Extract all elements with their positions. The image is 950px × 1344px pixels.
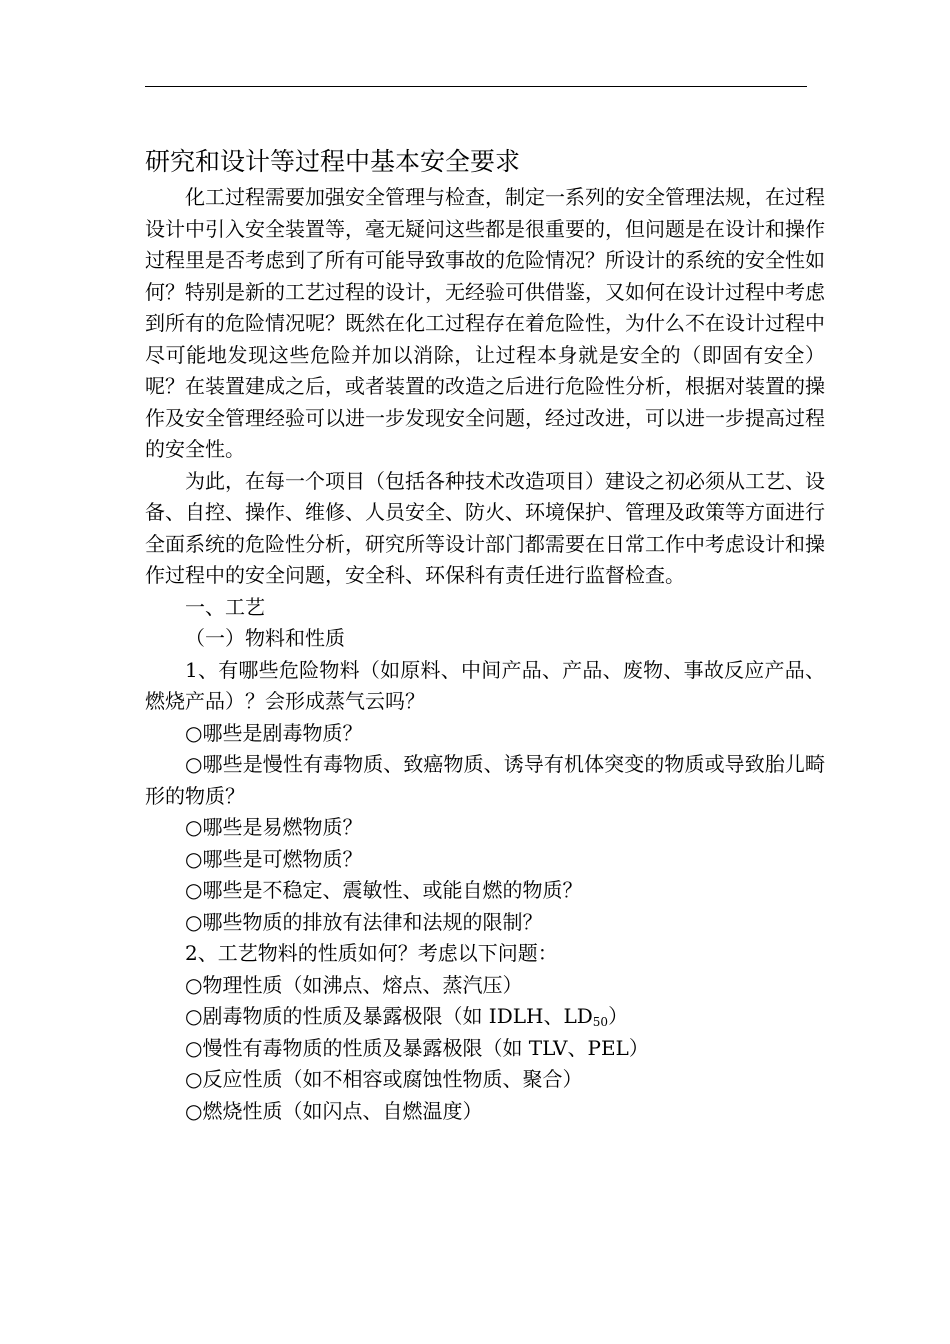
document-title: 研究和设计等过程中基本安全要求 [145, 147, 521, 176]
list-item-text: ○剧毒物质的性质及暴露极限（如 IDLH、LD [185, 1004, 593, 1028]
list-item: ○哪些是剧毒物质？ [185, 720, 363, 745]
question-hazardous-materials: 1、有哪些危险物料（如原料、中间产品、产品、废物、事故反应产品、燃烧产品）？会形成蒸气云吗？ [145, 657, 825, 713]
document-text [145, 182, 825, 1127]
list-item: ○哪些是易燃物质？ [185, 815, 363, 839]
subscript: 50 [592, 1015, 609, 1029]
list-item: ○物理性质（如沸点、熔点、蒸汽压） [185, 972, 523, 997]
document-body [145, 142, 825, 1127]
list-item-exposure-limits [145, 1001, 825, 1033]
list-item: ○慢性有毒物质的性质及暴露极限（如 TLV、PEL） [185, 1035, 649, 1060]
paragraph-scope: 为此，在每一个项目（包括各种技术改造项目）建设之初必须从工艺、设备、自控、操作、维修、人员安全、防火、环境保护、管理及政策等方面进行全面系统的危险性分析，研究所等设计部门都需要在日常工作中考虑设计和操作过程中的安全问题，安全科、环保科有责任进行监督检查。 [145, 468, 825, 587]
section-heading-process: 一、工艺 [185, 594, 265, 619]
list-item: ○哪些是可燃物质？ [185, 846, 363, 871]
header-rule [145, 86, 807, 87]
list-item: ○燃烧性质（如闪点、自燃温度） [185, 1098, 483, 1123]
list-item-text-end: ） [608, 1004, 629, 1028]
subsection-heading-materials: （一）物料和性质 [185, 626, 345, 650]
list-item: ○哪些是慢性有毒物质、致癌物质、诱导有机体突变的物质或导致胎儿畸形的物质？ [145, 752, 825, 808]
paragraph-intro: 化工过程需要加强安全管理与检查，制定一系列的安全管理法规，在过程设计中引入安全装置等，毫无疑问这些都是很重要的，但问题是在设计和操作过程里是否考虑到了所有可能导致事故的危险情况？所设计的系统的安全性如何？特别是新的工艺过程的设计，无经验可供借鉴，又如何在设计过程中考虑到所有的危险情况呢？既然在化工过程存在着危险性，为什么不在设计过程中尽可能地发现这些危险并加以消除，让过程本身就是安全的（即固有安全）呢？在装置建成之后，或者装置的改造之后进行危险性分析，根据对装置的操作及安全管理经验可以进一步发现安全问题，经过改进，可以进一步提高过程的安全性。 [145, 185, 825, 461]
list-item: ○反应性质（如不相容或腐蚀性物质、聚合） [185, 1067, 583, 1091]
question-material-properties: 2、工艺物料的性质如何？考虑以下问题： [185, 941, 558, 965]
list-item: ○哪些是不稳定、震敏性、或能自燃的物质？ [185, 878, 583, 902]
list-item: ○哪些物质的排放有法律和法规的限制？ [185, 909, 543, 934]
